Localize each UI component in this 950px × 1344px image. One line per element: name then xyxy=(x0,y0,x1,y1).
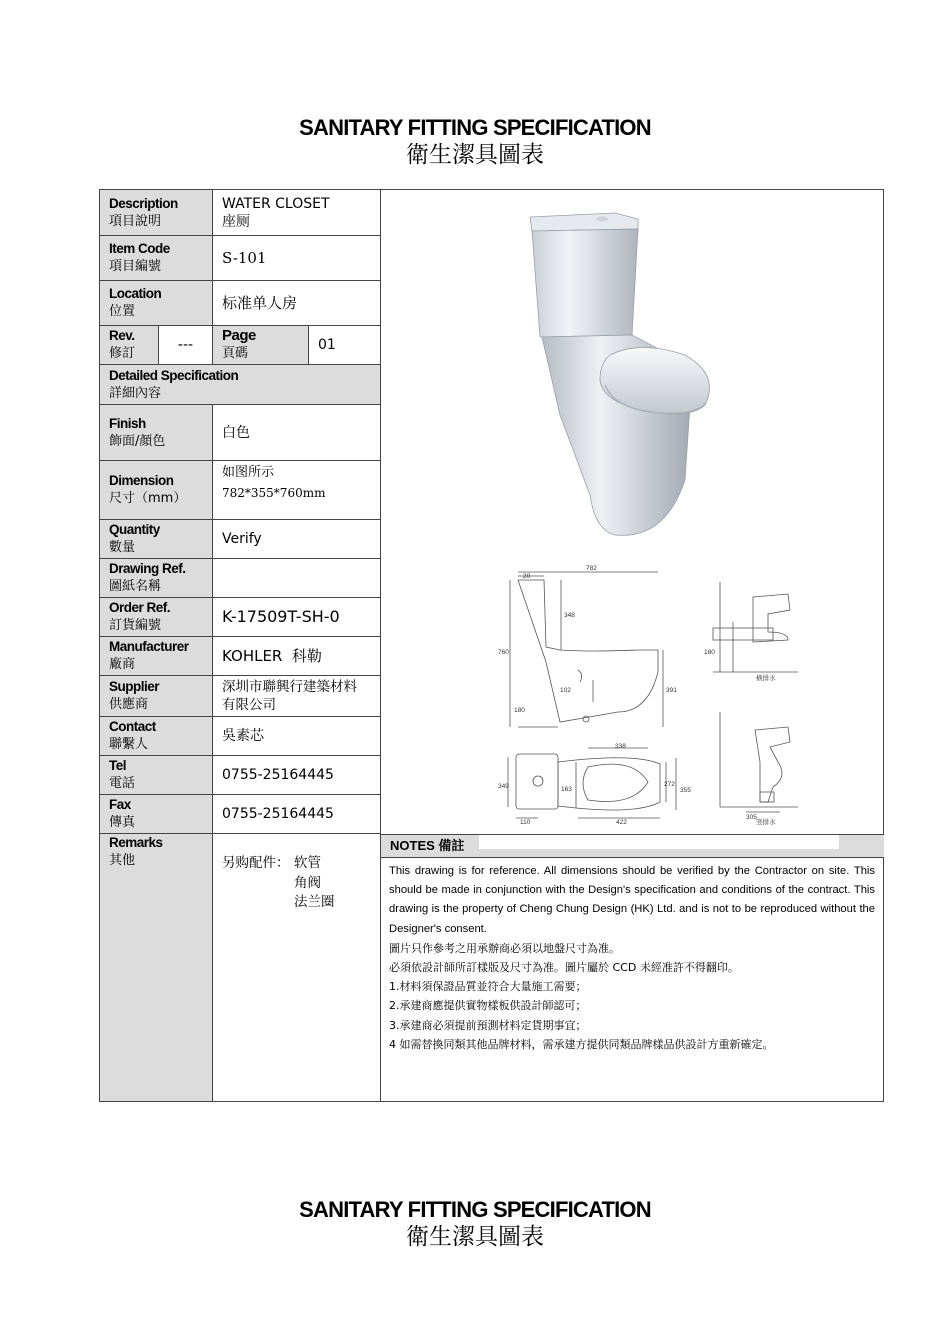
supplier-line2: 有限公司 xyxy=(222,697,276,713)
detailed-spec-label-en: Detailed Specification xyxy=(109,367,239,383)
tel-label xyxy=(100,756,213,795)
fax-label-en: Fax xyxy=(109,797,131,812)
tel-label-zh: 電話 xyxy=(109,776,136,791)
description-label-zh: 項目說明 xyxy=(109,213,162,229)
item-code-text: S-101 xyxy=(222,249,267,267)
detailed-spec-header xyxy=(100,365,381,405)
notes-item: 2.承建商應提供實物樣板供設計師認可； xyxy=(389,999,587,1013)
horizontal-outlet-view xyxy=(753,594,790,642)
contact-label xyxy=(100,717,213,756)
supplier-line1: 深圳市聯興行建築材料 xyxy=(222,679,357,695)
dim-110: 110 xyxy=(520,819,531,826)
dimension-value xyxy=(213,461,381,520)
contact-label-zh: 聯繫人 xyxy=(109,737,149,752)
notes-english: This drawing is for reference. All dimensions should be verified by the Contractor on site. This should be made in conjunction with the Design's specification and conditions of the contract. This drawing is the property of Cheng Chung Design (HK) Ltd. and is not to be reproduced without the Designer's consent. xyxy=(389,865,875,935)
page-title xyxy=(0,115,950,169)
rev-text: --- xyxy=(177,337,194,353)
spec-table xyxy=(99,189,884,1102)
quantity-value xyxy=(213,520,381,559)
remarks-label xyxy=(100,834,213,1101)
fax-label xyxy=(100,795,213,834)
order-ref-label-en: Order Ref. xyxy=(109,600,171,615)
remarks-item: 软管 xyxy=(294,855,321,871)
quantity-label-zh: 數量 xyxy=(109,540,136,555)
order-ref-label xyxy=(100,598,213,637)
dim-163: 163 xyxy=(561,786,572,793)
technical-drawing xyxy=(498,562,873,834)
quantity-label-en: Quantity xyxy=(109,522,160,537)
finish-text: 白色 xyxy=(222,424,250,441)
fax-text: 0755-25164445 xyxy=(222,806,334,822)
side-view-outline xyxy=(518,580,658,722)
remarks-value xyxy=(213,834,381,1101)
notes-item: 3.承建商必須提前預測材料定貨期事宜； xyxy=(389,1018,587,1032)
remarks-label-zh: 其他 xyxy=(109,853,136,868)
notes-heading-text: NOTES 備註 xyxy=(390,838,465,853)
quantity-text: Verify xyxy=(222,531,262,547)
drawing-ref-label-zh: 圖紙名稱 xyxy=(109,579,162,594)
page-label-zh: 頁碼 xyxy=(222,346,249,361)
dim-338: 338 xyxy=(615,743,626,750)
dim-355: 355 xyxy=(680,787,691,794)
description-label xyxy=(100,190,213,236)
dim-348: 348 xyxy=(564,612,575,619)
fax-value xyxy=(213,795,381,834)
finish-value xyxy=(213,405,381,461)
location-label-en: Location xyxy=(109,286,162,301)
item-code-label xyxy=(100,236,213,281)
dim-20: 20 xyxy=(523,573,531,580)
item-code-value xyxy=(213,236,381,281)
contact-value xyxy=(213,717,381,756)
notes-item: 1.材料須保證品質並符合大量施工需要； xyxy=(389,980,587,994)
remarks-item: 法兰圈 xyxy=(294,894,335,910)
quantity-label xyxy=(100,520,213,559)
dim-422: 422 xyxy=(616,819,627,826)
manufacturer-value xyxy=(213,637,381,676)
page-value xyxy=(309,326,381,365)
finish-label-en: Finish xyxy=(109,415,146,431)
remarks-item: 角阀 xyxy=(294,874,321,891)
drawing-ref-label xyxy=(100,559,213,598)
dimension-line1: 如图所示 xyxy=(222,465,275,480)
tank-lid xyxy=(530,213,638,231)
manufacturer-text: KOHLER 科勒 xyxy=(222,647,322,665)
flush-button xyxy=(596,217,608,222)
detailed-spec-label-zh: 詳細內容 xyxy=(109,385,162,401)
dimension-label xyxy=(100,461,213,520)
supplier-value xyxy=(213,676,381,717)
manufacturer-label-zh: 廠商 xyxy=(109,657,136,672)
order-ref-value xyxy=(213,598,381,637)
dim-305: 305 xyxy=(746,814,757,821)
remarks-label-en: Remarks xyxy=(109,835,163,850)
page-number: 01 xyxy=(318,337,336,353)
fax-label-zh: 傳真 xyxy=(109,815,136,830)
notes-zh-line1: 圖片只作參考之用承辦商必須以地盤尺寸為准。 xyxy=(389,941,620,955)
dimension-label-en: Dimension xyxy=(109,473,174,488)
location-label-zh: 位置 xyxy=(109,304,136,319)
dim-782: 782 xyxy=(586,565,597,572)
description-value-zh: 座厕 xyxy=(222,213,250,230)
contact-text: 吳素芯 xyxy=(222,728,264,744)
order-ref-label-zh: 訂貨編號 xyxy=(109,618,162,633)
drawing-ref-value xyxy=(213,559,381,598)
footer-title-zh: 衛生潔具圖表 xyxy=(406,1224,544,1250)
contact-label-en: Contact xyxy=(109,719,156,734)
footer-title-en: SANITARY FITTING SPECIFICATION xyxy=(299,1197,651,1222)
top-view-bowl xyxy=(558,758,660,810)
remarks-prefix: 另购配件： xyxy=(222,855,290,871)
item-code-label-zh: 項目編號 xyxy=(109,259,162,274)
top-view-tank xyxy=(516,754,558,809)
order-ref-text: K-17509T-SH-0 xyxy=(222,607,340,626)
notes-body xyxy=(389,862,875,1054)
notes-zh-line2: 必須依設計師所訂樣版及尺寸為准。圖片屬於 CCD 未經准許不得翻印。 xyxy=(389,961,739,975)
label-horizontal-outlet: 横排水 xyxy=(756,675,776,682)
description-value xyxy=(213,190,381,236)
title-en: SANITARY FITTING SPECIFICATION xyxy=(299,115,651,140)
rev-label xyxy=(100,326,159,365)
notes-heading xyxy=(381,834,884,858)
page-label-en: Page xyxy=(222,327,256,344)
location-value xyxy=(213,281,381,326)
dimension-line2: 782*355*760mm xyxy=(222,486,326,500)
dim-391: 391 xyxy=(666,687,677,694)
tank xyxy=(532,229,638,337)
product-photo xyxy=(520,205,720,545)
dim-760: 760 xyxy=(498,649,509,656)
supplier-label-zh: 供應商 xyxy=(109,697,149,712)
supplier-label xyxy=(100,676,213,717)
supplier-label-en: Supplier xyxy=(109,679,160,694)
dim-180a: 180 xyxy=(514,707,525,714)
dim-102: 102 xyxy=(560,687,571,694)
tel-value xyxy=(213,756,381,795)
manufacturer-label xyxy=(100,637,213,676)
tel-text: 0755-25164445 xyxy=(222,767,334,783)
title-zh: 衛生潔具圖表 xyxy=(406,142,544,168)
remarks-items xyxy=(294,854,335,913)
notes-item: 4 如需替換同類其他品牌材料，需承建方提供同類品牌樣品供設計方重新確定。 xyxy=(389,1037,774,1051)
tel-label-en: Tel xyxy=(109,758,127,773)
rev-label-zh: 修訂 xyxy=(109,346,136,361)
vertical-outlet-view xyxy=(755,727,790,802)
dim-180b: 180 xyxy=(704,649,715,656)
dim-272: 272 xyxy=(664,781,675,788)
dimension-label-zh: 尺寸（mm） xyxy=(109,491,187,506)
footer-title xyxy=(0,1197,950,1251)
location-label xyxy=(100,281,213,326)
dim-349: 349 xyxy=(498,783,509,790)
page-label xyxy=(213,326,309,365)
manufacturer-label-en: Manufacturer xyxy=(109,639,189,654)
rev-label-en: Rev. xyxy=(109,328,135,343)
description-label-en: Description xyxy=(109,195,178,211)
rev-value xyxy=(159,326,213,365)
finish-label-zh: 飾面/顏色 xyxy=(109,433,166,449)
label-vertical-outlet: 竖排水 xyxy=(756,819,776,826)
location-text: 标准单人房 xyxy=(222,294,298,312)
description-value-en: WATER CLOSET xyxy=(222,195,330,212)
drawing-ref-label-en: Drawing Ref. xyxy=(109,561,186,576)
item-code-label-en: Item Code xyxy=(109,241,170,256)
finish-label xyxy=(100,405,213,461)
